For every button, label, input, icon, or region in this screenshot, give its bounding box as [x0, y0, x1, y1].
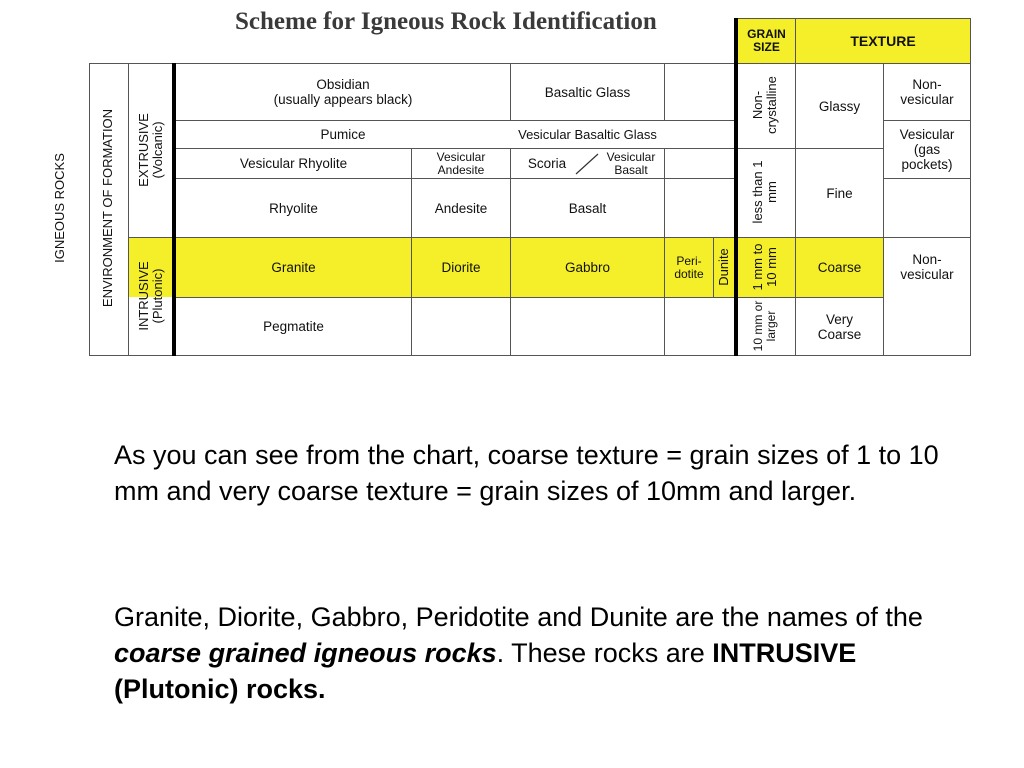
texture-nonvesicular-top: Non-vesicular [900, 77, 954, 107]
header-texture: TEXTURE [850, 32, 916, 49]
cell-peridotite: Peri-dotite [674, 253, 704, 281]
cell-pegmatite: Pegmatite [263, 319, 324, 334]
cell-granite: Granite [271, 260, 316, 275]
label-igneous-rocks: IGNEOUS ROCKS [52, 153, 67, 263]
texture-vesicular: Vesicular (gas pockets) [899, 127, 955, 172]
cell-scoria: Scoria [527, 156, 567, 171]
label-extrusive-main: EXTRUSIVE [136, 113, 151, 187]
paragraph-2-part2: . These rocks are [496, 638, 713, 668]
grain-noncrystalline: Non-crystalline [750, 76, 779, 134]
label-extrusive-sub: (Volcanic) [150, 121, 165, 179]
obsidian-label: Obsidian [316, 77, 370, 92]
paragraph-1: As you can see from the chart, coarse texture = grain sizes of 1 to 10 mm and very coarse texture = grain sizes of 10mm and larger. [114, 440, 939, 506]
chart-title: Scheme for Igneous Rock Identification [235, 8, 657, 35]
cell-pumice: Pumice [320, 127, 366, 142]
texture-coarse: Coarse [817, 260, 862, 275]
cell-andesite: Andesite [434, 200, 488, 216]
cell-dunite: Dunite [716, 248, 731, 286]
paragraph-2-part1: Granite, Diorite, Gabbro, Peridotite and Dunite are the names of the [114, 602, 923, 632]
paragraph-2-emphasis: coarse grained igneous rocks [114, 638, 497, 668]
obsidian-note: (usually appears black) [273, 92, 413, 107]
cell-basalt: Basalt [568, 200, 607, 216]
cell-vesicular-andesite: Vesicular Andesite [436, 149, 486, 177]
texture-glassy: Glassy [818, 98, 861, 114]
label-intrusive [137, 261, 165, 330]
cell-obsidian [176, 64, 510, 120]
texture-fine: Fine [826, 185, 853, 201]
paragraph-2 [114, 599, 944, 707]
paragraph-2-bold: INTRUSIVE (Plutonic) rocks. [114, 638, 857, 704]
label-intrusive-main: INTRUSIVE [136, 261, 151, 331]
grain-10mm-or-larger: 10 mm or larger [751, 300, 778, 352]
label-intrusive-sub: (Plutonic) [150, 268, 165, 324]
cell-rhyolite: Rhyolite [269, 200, 318, 216]
cell-vesicular-basaltic-glass: Vesicular Basaltic Glass [518, 127, 657, 142]
grain-1-to-10mm: 1 mm to 10 mm [750, 243, 779, 291]
header-grain-size: GRAIN SIZE [747, 27, 786, 54]
grain-less-than-1mm: less than 1 mm [750, 160, 779, 224]
cell-diorite: Diorite [441, 260, 481, 275]
cell-basaltic-glass: Basaltic Glass [544, 84, 631, 100]
cell-vesicular-basalt: Vesicular Basalt [606, 149, 656, 177]
texture-very-coarse: Very Coarse [817, 311, 862, 342]
label-environment-of-formation: ENVIRONMENT OF FORMATION [100, 108, 115, 308]
cell-gabbro: Gabbro [564, 260, 611, 275]
cell-vesicular-rhyolite: Vesicular Rhyolite [239, 156, 348, 171]
texture-nonvesicular-bottom: Non-vesicular [900, 252, 954, 282]
label-extrusive [137, 113, 165, 187]
